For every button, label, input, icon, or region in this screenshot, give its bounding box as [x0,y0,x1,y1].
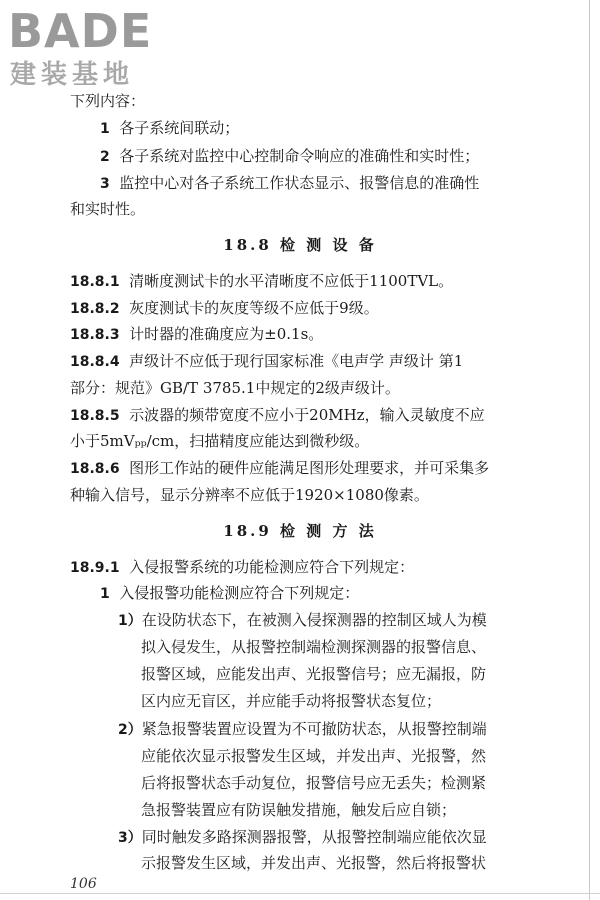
clause-text: 示波器的频带宽度不应小于20MHz，输入灵敏度不应 [129,406,485,424]
clause-text: 计时器的准确度应为±0.1s。 [129,325,324,343]
subitem-number: 1） [118,613,142,629]
subitem-1-line-1 [118,609,487,632]
intro-item-3 [100,172,479,195]
logo-brand: BADE [8,4,153,58]
clause-number: 18.8.3 [70,327,120,343]
clause-18-8-6 [70,457,489,480]
subitem-1-line-2: 拟入侵发生，从报警控制端检测探测器的报警信息、 [141,638,487,656]
subitem-text: 紧急报警装置应设置为不可撤防状态，从报警控制端 [141,720,487,738]
clause-18-8-2 [70,297,379,320]
clause-number: 18.8.5 [70,408,120,424]
item-number: 1 [100,586,110,602]
page-edge-bottom [0,893,600,894]
item-text: 各子系统间联动； [119,119,240,137]
logo-subtitle: 建装基地 [10,60,135,90]
subitem-1-line-3: 报警区域，应能发出声、光报警信号；应无漏报，防 [141,665,487,683]
clause-18-8-6-continued: 种输入信号，显示分辨率不应低于1920×1080像素。 [70,486,429,504]
subitem-3-line-2: 示报警发生区域，并发出声、光报警，然后将报警状 [141,854,487,872]
clause-18-8-4 [70,350,463,373]
clause-text: 声级计不应低于现行国家标准《电声学 声级计 第1 [129,352,464,370]
item-text: 各子系统对监控中心控制命令响应的准确性和实时性； [119,147,480,165]
clause-18-8-1 [70,270,453,293]
clause-number: 18.8.1 [70,274,120,290]
clause-18-9-1 [70,556,414,579]
section-heading-18-8: 18.8 检 测 设 备 [223,236,377,254]
subitem-number: 3） [118,830,142,846]
item-text: 监控中心对各子系统工作状态显示、报警信息的准确性 [119,174,480,192]
watermark-logo [8,6,178,96]
page-number: 106 [70,876,97,892]
subitem-2-line-3: 后将报警状态手动复位，报警信号应无丢失；检测紧 [141,774,487,792]
subitem-2-line-2: 应能依次显示报警发生区域，并发出声、光报警，然 [141,747,487,765]
subitem-2-line-4: 急报警装置应有防误触发措施，触发后应自锁； [141,801,457,819]
intro-item-1 [100,117,239,140]
subitem-text: 在设防状态下，在被测入侵探测器的控制区域人为模 [141,611,487,629]
clause-text: 入侵报警系统的功能检测应符合下列规定： [129,558,415,576]
clause-number: 18.9.1 [70,560,120,576]
clause-number: 18.8.4 [70,354,120,370]
clause-18-8-4-continued: 部分：规范》GB/T 3785.1中规定的2级声级计。 [70,379,400,397]
clause-text: 图形工作站的硬件应能满足图形处理要求，并可采集多 [129,459,490,477]
page-edge-right [589,0,590,900]
clause-18-8-3 [70,323,323,346]
clause-text: 清晰度测试卡的水平清晰度不应低于1100TVL。 [129,272,454,290]
item-1 [100,582,359,605]
subitem-2-line-1 [118,718,487,741]
clause-text: 灰度测试卡的灰度等级不应低于9级。 [129,299,379,317]
subitem-3-line-1 [118,826,487,849]
item-number: 1 [100,121,110,137]
clause-number: 18.8.2 [70,301,120,317]
subitem-number: 2） [118,722,142,738]
subitem-1-line-4: 区内应无盲区，并应能手动将报警状态复位； [141,692,442,710]
intro-text: 下列内容： [70,92,146,110]
item-number: 3 [100,176,110,192]
item-number: 2 [100,149,110,165]
item-text: 入侵报警功能检测应符合下列规定： [119,584,360,602]
intro-item-2 [100,145,479,168]
subitem-text: 同时触发多路探测器报警，从报警控制端应能依次显 [141,828,487,846]
intro-item-3-continued: 和实时性。 [70,200,146,218]
section-heading-18-9: 18.9 检 测 方 法 [223,522,377,540]
clause-18-8-5 [70,404,485,427]
clause-18-8-5-continued: 小于5mVₚₚ/cm，扫描精度应能达到微秒级。 [70,432,370,450]
clause-number: 18.8.6 [70,461,120,477]
